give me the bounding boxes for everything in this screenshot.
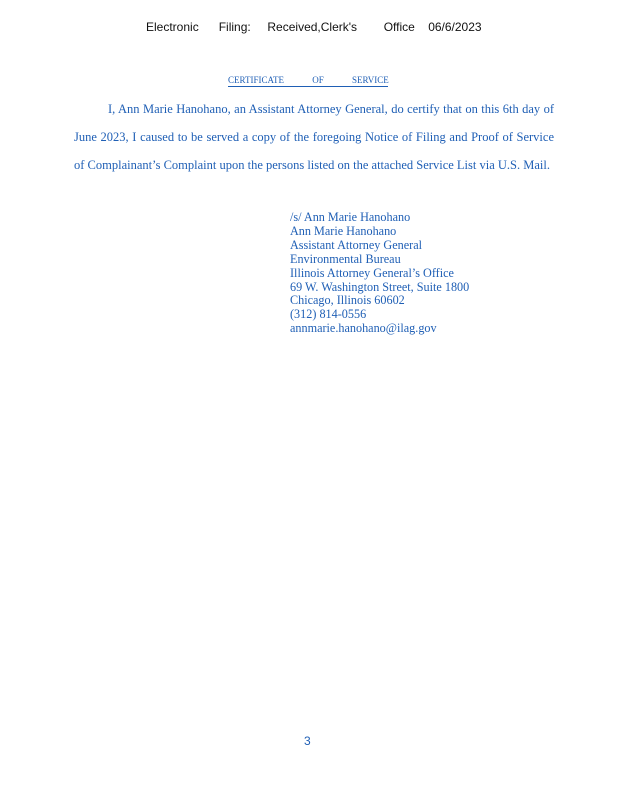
signer-bureau: Environmental Bureau [290,251,401,266]
header-date: 06/6/2023 [428,20,482,34]
header-filing: Filing: [218,20,251,34]
header-received: Received,Clerk's [267,20,358,34]
signer-office: Illinois Attorney General’s Office [290,265,454,280]
header-electronic: Electronic [146,20,199,34]
certificate-title: CERTIFICATE OF SERVICE [228,75,389,85]
certificate-paragraph: I, Ann Marie Hanohano, an Assistant Attorney General, do certify that on this 6th day of June 2023, I caused to be served a copy of the foregoing Notice of Filing and Proof of Service of Complainant’s Complaint upon the persons listed on the attached Service List via U.S. Mail. [74,102,554,172]
page-number: 3 [304,734,311,748]
signature-line: /s/ Ann Marie Hanohano [290,210,411,224]
signature-block [290,211,469,336]
signer-city: Chicago, Illinois 60602 [290,293,405,308]
filing-stamp-header [146,20,482,34]
signer-street: 69 W. Washington Street, Suite 1800 [290,279,470,294]
signer-name: Ann Marie Hanohano [290,223,397,238]
header-office: Office [383,20,415,34]
signer-phone: (312) 814-0556 [290,307,367,322]
signer-title: Assistant Attorney General [290,237,423,252]
signer-email: annmarie.hanohano@ilag.gov [290,321,437,336]
